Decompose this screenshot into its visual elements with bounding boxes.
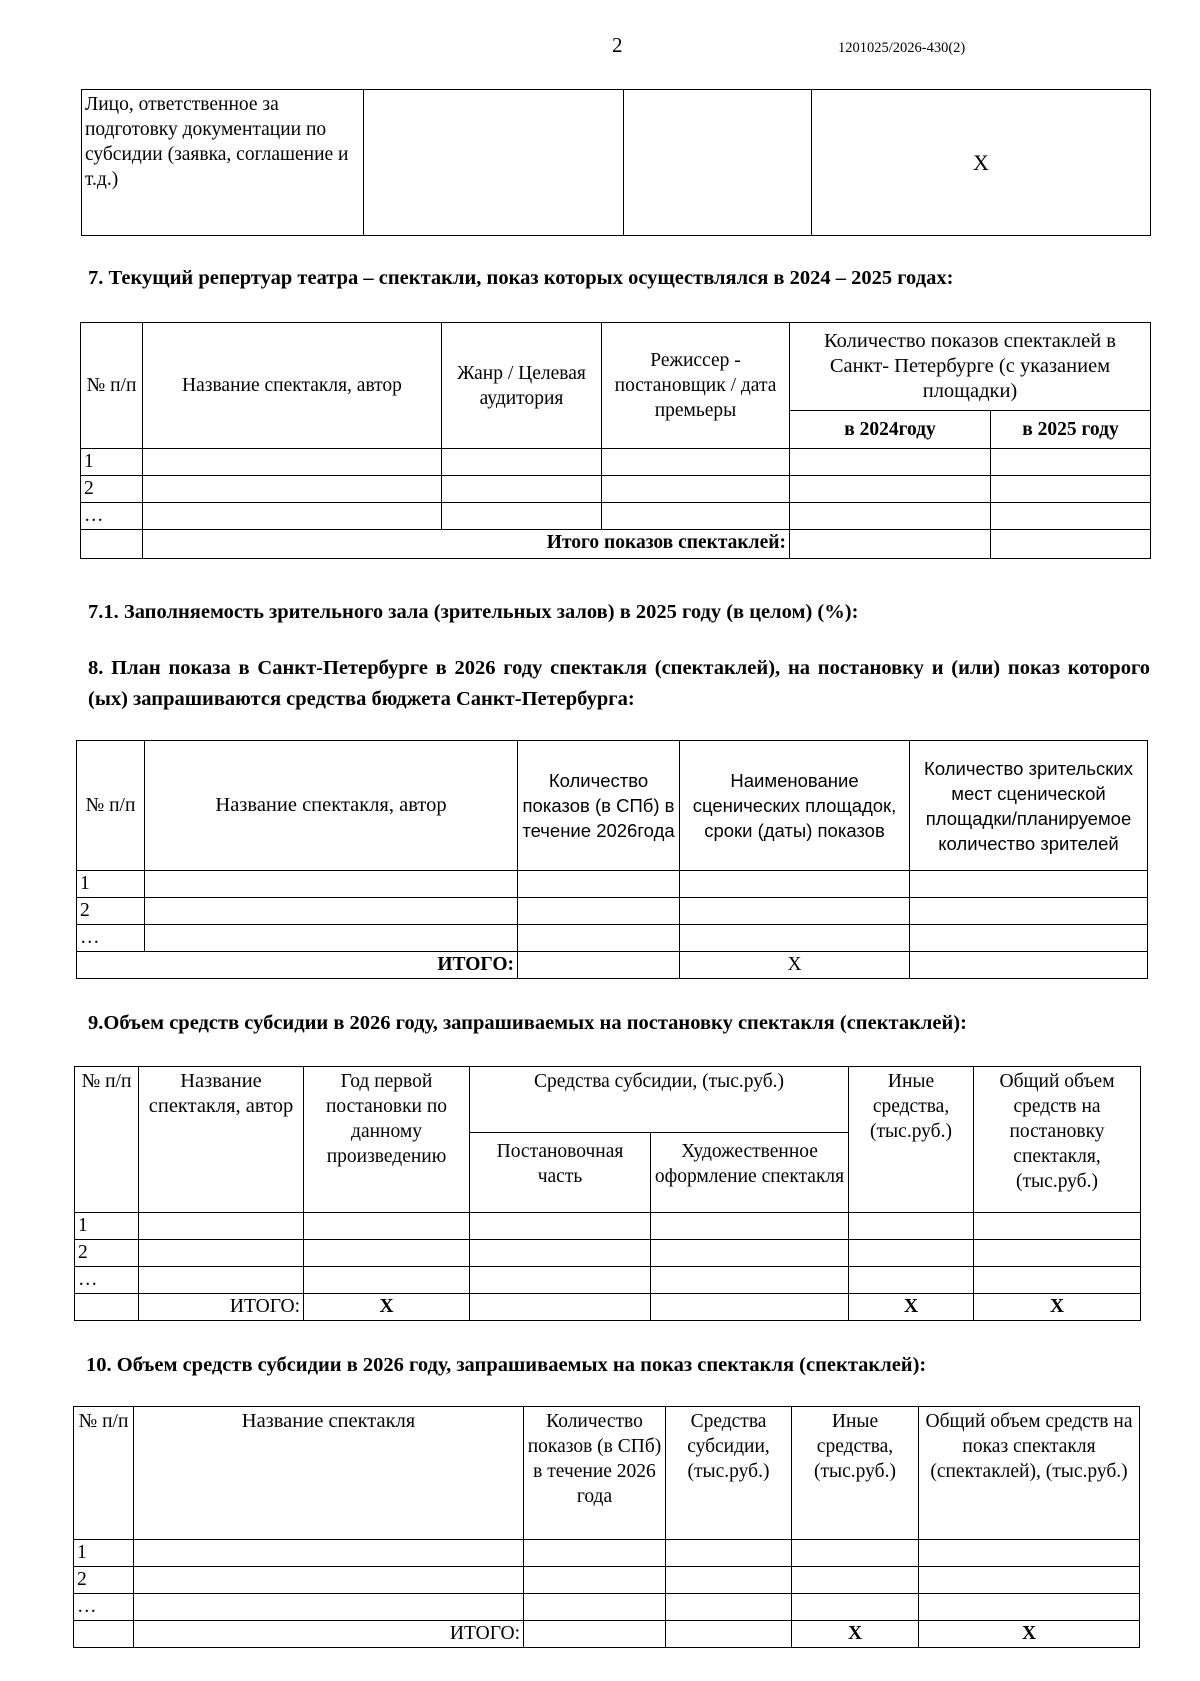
header-count: Количество показов (в СПб) в течение 2026 года bbox=[524, 1407, 666, 1540]
header-seats: Количество зрительских мест сценической площадки/планируемое количество зрителей bbox=[910, 741, 1148, 871]
header-name: Название спектакля, автор bbox=[145, 741, 518, 871]
header-design: Художественное оформление спектакля bbox=[651, 1133, 849, 1213]
cross-mark: X bbox=[792, 1621, 919, 1648]
section-8-title: 8. План показа в Санкт-Петербурге в 2026 году спектакля (спектаклей), на постановку и (или) показ которого (ых) запрашиваются средства бюджета Санкт-Петербурга: bbox=[88, 657, 1150, 710]
total-label: Итого показов спектаклей: bbox=[143, 530, 790, 559]
section-10-title: 10. Объем средств субсидии в 2026 году, запрашиваемых на показ спектакля (спектаклей): bbox=[86, 1354, 927, 1376]
header-director: Режиссер - постановщик / дата премьеры bbox=[602, 323, 790, 449]
header-num: № п/п bbox=[75, 1067, 139, 1213]
header-num: № п/п bbox=[74, 1407, 134, 1540]
total-label: ИТОГО: bbox=[134, 1621, 524, 1648]
show-subsidy-table bbox=[73, 1406, 1140, 1648]
show-plan-table bbox=[76, 740, 1148, 979]
row-number: 1 bbox=[75, 1213, 139, 1240]
page-number: 2 bbox=[612, 33, 623, 57]
document-code: 1201025/2026-430(2) bbox=[838, 40, 966, 56]
table-cell bbox=[624, 90, 812, 236]
header-year-2025: в 2025 году bbox=[991, 411, 1151, 449]
header-year-2024: в 2024году bbox=[790, 411, 991, 449]
table-cell bbox=[364, 90, 624, 236]
repertoire-table bbox=[80, 322, 1151, 559]
staging-subsidy-table bbox=[74, 1066, 1141, 1321]
header-num: № п/п bbox=[77, 741, 145, 871]
header-name: Название спектакля bbox=[134, 1407, 524, 1540]
header-subsidy: Средства субсидии, (тыс.руб.) bbox=[666, 1407, 792, 1540]
row-number: … bbox=[81, 503, 143, 530]
row-number: 1 bbox=[77, 871, 145, 898]
total-label: ИТОГО: bbox=[77, 952, 518, 979]
responsible-person-table bbox=[81, 89, 1151, 236]
row-number: 1 bbox=[74, 1540, 134, 1567]
header-venues: Наименование сценических площадок, сроки (даты) показов bbox=[680, 741, 910, 871]
header-name: Название спектакля, автор bbox=[139, 1067, 304, 1213]
section-7-1-title: 7.1. Заполняемость зрительного зала (зрительных залов) в 2025 году (в целом) (%): bbox=[88, 601, 859, 623]
header-other: Иные средства, (тыс.руб.) bbox=[792, 1407, 919, 1540]
responsible-person-label: Лицо, ответственное за подготовку документации по субсидии (заявка, соглашение и т.д.) bbox=[82, 90, 364, 236]
section-7-title: 7. Текущий репертуар театра – спектакли, показ которых осуществлялся в 2024 – 2025 годах: bbox=[88, 267, 954, 289]
header-staging: Постановочная часть bbox=[470, 1133, 651, 1213]
header-shows: Количество показов спектаклей в Санкт- Петербурге (с указанием площадки) bbox=[790, 323, 1151, 411]
header-num: № п/п bbox=[81, 323, 143, 449]
header-other: Иные средства, (тыс.руб.) bbox=[849, 1067, 974, 1213]
cross-mark: X bbox=[680, 952, 910, 979]
cross-mark: X bbox=[849, 1294, 974, 1321]
header-count: Количество показов (в СПб) в течение 2026года bbox=[518, 741, 680, 871]
section-9-title: 9.Объем средств субсидии в 2026 году, запрашиваемых на постановку спектакля (спектаклей): bbox=[88, 1012, 967, 1034]
header-name: Название спектакля, автор bbox=[143, 323, 442, 449]
header-total: Общий объем средств на показ спектакля (спектаклей), (тыс.руб.) bbox=[919, 1407, 1140, 1540]
cross-mark: X bbox=[919, 1621, 1140, 1648]
row-number: 2 bbox=[77, 898, 145, 925]
header-subsidy: Средства субсидии, (тыс.руб.) bbox=[470, 1067, 849, 1133]
row-number: … bbox=[77, 925, 145, 952]
header-total: Общий объем средств на постановку спектакля, (тыс.руб.) bbox=[974, 1067, 1141, 1213]
cross-mark: X bbox=[812, 90, 1151, 236]
row-number: … bbox=[75, 1267, 139, 1294]
row-number: … bbox=[74, 1594, 134, 1621]
row-number: 1 bbox=[81, 449, 143, 476]
total-label: ИТОГО: bbox=[139, 1294, 304, 1321]
cross-mark: X bbox=[304, 1294, 470, 1321]
row-number: 2 bbox=[74, 1567, 134, 1594]
row-number: 2 bbox=[81, 476, 143, 503]
row-number: 2 bbox=[75, 1240, 139, 1267]
cross-mark: X bbox=[974, 1294, 1141, 1321]
header-year: Год первой постановки по данному произведению bbox=[304, 1067, 470, 1213]
header-genre: Жанр / Целевая аудитория bbox=[442, 323, 602, 449]
